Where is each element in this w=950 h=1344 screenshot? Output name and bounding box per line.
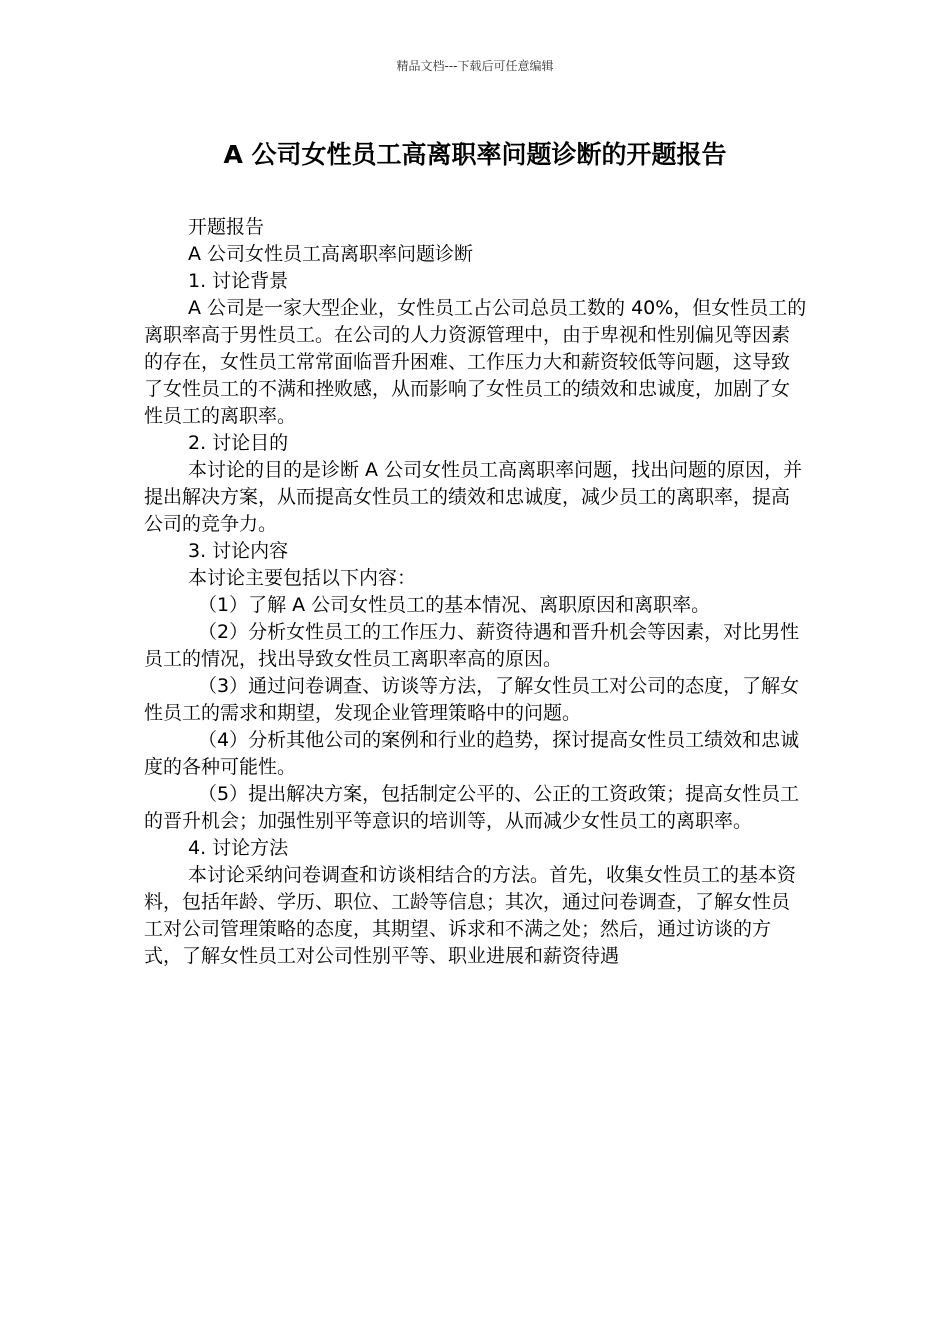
- paragraph-purpose: 本讨论的目的是诊断 A 公司女性员工高离职率问题，找出问题的原因，并提出解决方案，从而提高女性员工的绩效和忠诚度，减少员工的离职率，提高公司的竞争力。: [144, 459, 803, 535]
- list-item: （1）了解 A 公司女性员工的基本情况、离职原因和离职率。: [198, 594, 711, 616]
- section-heading-method: 4. 讨论方法: [188, 837, 289, 859]
- subtitle-report: 开题报告: [188, 216, 265, 238]
- list-item: （4）分析其他公司的案例和行业的趋势，探讨提高女性员工绩效和忠诚度的各种可能性。: [144, 729, 800, 778]
- document-body: [144, 214, 808, 970]
- list-item: （3）通过问卷调查、访谈等方法，了解女性员工对公司的态度，了解女性员工的需求和期望，发现企业管理策略中的问题。: [144, 675, 800, 724]
- subtitle-topic: A 公司女性员工高离职率问题诊断: [188, 243, 474, 265]
- section-heading-content: 3. 讨论内容: [188, 540, 289, 562]
- list-item: （2）分析女性员工的工作压力、薪资待遇和晋升机会等因素，对比男性员工的情况，找出导致女性员工离职率高的原因。: [144, 621, 800, 670]
- document-title: A 公司女性员工高离职率问题诊断的开题报告: [223, 140, 727, 169]
- paragraph-content-intro: 本讨论主要包括以下内容：: [188, 567, 417, 589]
- page-header: 精品文档---下载后可任意编辑: [396, 59, 554, 73]
- section-heading-purpose: 2. 讨论目的: [188, 432, 289, 454]
- section-heading-background: 1. 讨论背景: [188, 270, 289, 292]
- paragraph-background: A 公司是一家大型企业，女性员工占公司总员工数的 40%，但女性员工的离职率高于男性员工。在公司的人力资源管理中，由于卑视和性别偏见等因素的存在，女性员工常常面临晋升困难、工作压力大和薪资较低等问题，这导致了女性员工的不满和挫败感，从而影响了女性员工的绩效和忠诚度，加剧了女性员工的离职率。: [144, 297, 807, 427]
- paragraph-method: 本讨论采纳问卷调查和访谈相结合的方法。首先，收集女性员工的基本资料，包括年龄、学历、职位、工龄等信息；其次，通过问卷调查，了解女性员工对公司管理策略的态度，其期望、诉求和不满之处；然后，通过访谈的方式，了解女性员工对公司性别平等、职业进展和薪资待遇: [144, 864, 797, 967]
- list-item: （5）提出解决方案，包括制定公平的、公正的工资政策；提高女性员工的晋升机会；加强性别平等意识的培训等，从而减少女性员工的离职率。: [144, 783, 800, 832]
